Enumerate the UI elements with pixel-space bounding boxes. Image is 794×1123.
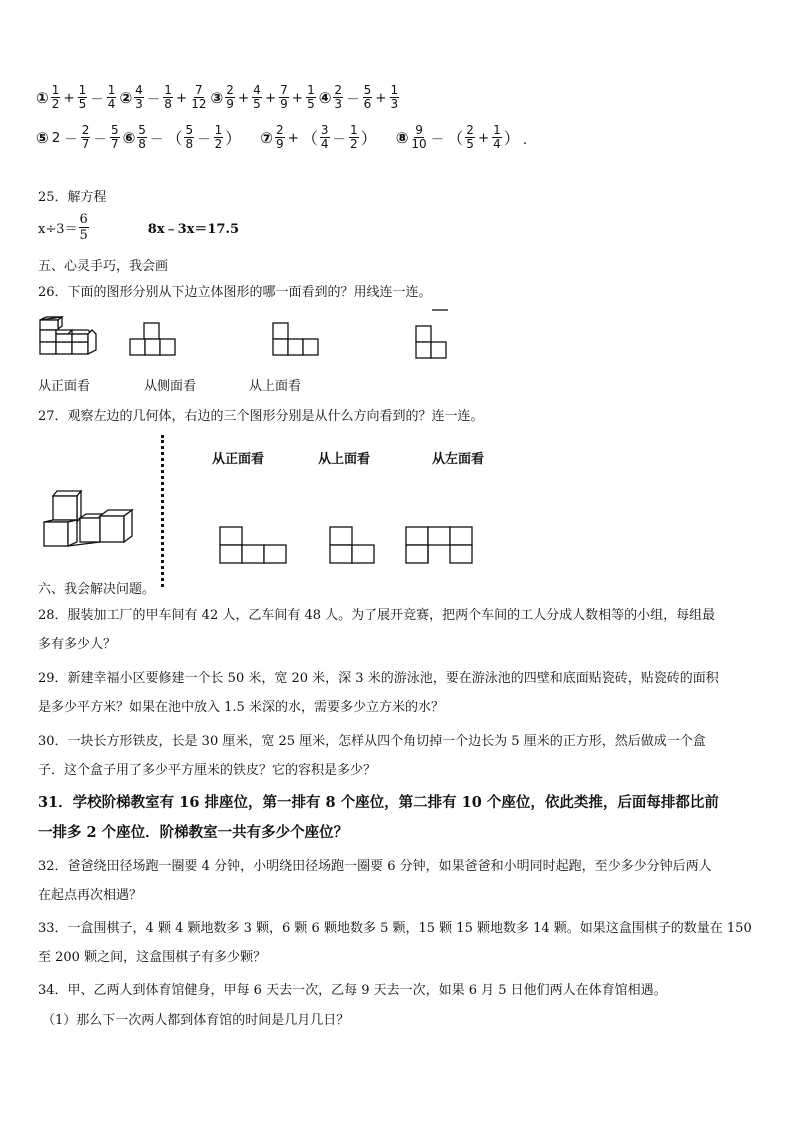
fraction	[349, 124, 359, 151]
q26-view-a	[129, 321, 179, 357]
fraction	[410, 124, 427, 151]
operator: －	[146, 91, 161, 108]
denominator: 9	[275, 137, 284, 151]
numerator: 1	[78, 83, 87, 97]
denominator: 4	[107, 97, 116, 111]
q27-view-a	[218, 526, 290, 566]
denominator: 3	[390, 97, 399, 111]
calc-expression	[119, 84, 208, 111]
operator: +	[264, 89, 277, 106]
q27-text: 27．观察左边的几何体，右边的三个图形分别是从什么方向看到的？连一连。	[38, 409, 484, 424]
denominator: 5	[466, 137, 474, 151]
fraction	[51, 84, 61, 111]
fraction	[492, 124, 502, 151]
term: 2	[51, 129, 61, 146]
operator: －	[332, 131, 347, 148]
q30-line1: 30．一块长方形铁皮，长是 30 厘米，宽 25 厘米，怎样从四个角切掉一个边长为 5 厘米的正方形，然后做成一个盒	[38, 734, 706, 749]
q29-line1: 29．新建幸福小区要修建一个长 50 米，宽 20 米，深 3 米的游泳池，要在游泳池的四壁和底面贴瓷砖，贴瓷砖的面积	[38, 671, 719, 686]
numerator: 9	[415, 123, 423, 137]
q25-eq1-fraction	[79, 212, 89, 243]
denominator: 9	[226, 97, 234, 111]
expression-number: ③	[210, 88, 224, 107]
expression-number: ④	[318, 88, 332, 107]
operator: +	[477, 129, 490, 146]
operator: +	[63, 89, 75, 106]
q28-line1: 28．服装加工厂的甲车间有 42 人，乙车间有 48 人。为了展开竞赛，把两个车间的工人分成人数相等的小组，每组最	[38, 608, 716, 623]
calc-expression	[123, 124, 243, 151]
operator: －	[149, 131, 164, 148]
q27-header-top: 从上面看	[318, 452, 371, 467]
numerator: 1	[390, 83, 399, 97]
fraction	[137, 124, 147, 151]
q26-view-c	[414, 309, 450, 361]
term: ．	[522, 131, 537, 148]
fraction	[163, 84, 173, 111]
q26-view-b	[272, 321, 322, 357]
operator: －	[430, 131, 445, 148]
numerator: 4	[135, 83, 143, 97]
q26-solid-figure	[38, 316, 100, 356]
q27-solid-figure	[40, 490, 142, 552]
q31-line2: 一排多 2 个座位．阶梯教室一共有多少个座位？	[38, 824, 349, 841]
fraction	[333, 84, 343, 111]
denominator: 8	[164, 97, 172, 111]
numerator: 1	[493, 123, 501, 137]
q25-equations	[38, 212, 239, 243]
operator: +	[237, 89, 250, 106]
q30-line2: 子．这个盒子用了多少平方厘米的铁皮？它的容积是多少？	[38, 763, 377, 778]
numerator: 1	[350, 123, 358, 137]
denominator: 4	[320, 137, 329, 151]
operator: +	[291, 89, 304, 106]
section-5-title: 五、心灵手巧，我会画	[38, 259, 169, 274]
fraction	[107, 84, 117, 111]
numerator: 3	[320, 123, 329, 137]
expression-number: ⑤	[36, 128, 49, 147]
q26-label-front: 从正面看	[38, 379, 91, 394]
numerator: 2	[81, 123, 90, 137]
fraction	[110, 124, 120, 151]
numerator: 5	[138, 123, 146, 137]
denominator: 5	[78, 97, 87, 111]
parenthesis: （	[166, 129, 183, 148]
fraction	[363, 84, 373, 111]
q27-view-c	[404, 526, 476, 566]
denominator: 5	[307, 97, 315, 111]
operator: －	[64, 131, 78, 148]
numerator: 7	[280, 83, 288, 97]
q25-eq1-num: 6	[79, 212, 88, 227]
fraction	[275, 124, 285, 151]
expression-number: ⑥	[122, 128, 136, 147]
fraction	[81, 124, 91, 151]
numerator: 2	[334, 83, 343, 97]
denominator: 2	[51, 97, 60, 111]
denominator: 8	[138, 137, 146, 151]
denominator: 6	[363, 97, 372, 111]
parenthesis: ）	[360, 129, 377, 148]
operator: －	[346, 91, 360, 108]
operator: +	[375, 89, 387, 106]
fraction	[134, 84, 144, 111]
numerator: 4	[253, 83, 261, 97]
denominator: 3	[334, 97, 343, 111]
q33-line1: 33．一盒围棋子，4 颗 4 颗地数多 3 颗，6 颗 6 颗地数多 5 颗，15 颗 15 颗地数多 14 颗。如果这盒围棋子的数量在 150	[38, 921, 752, 936]
fraction	[252, 84, 262, 111]
q25-eq2: 8x﹣3x＝17.5	[147, 222, 240, 237]
calc-row-1	[36, 84, 402, 111]
numerator: 2	[466, 123, 474, 137]
fraction	[78, 84, 88, 111]
calc-row-2	[36, 124, 540, 151]
parenthesis: ）	[503, 129, 520, 148]
numerator: 1	[51, 83, 60, 97]
operator: －	[197, 131, 211, 148]
q25-eq1-den: 5	[79, 228, 88, 243]
calc-expression	[260, 124, 377, 151]
parenthesis: （	[447, 129, 464, 148]
calc-expression	[36, 124, 121, 151]
numerator: 1	[307, 83, 315, 97]
q28-line2: 多有多少人？	[38, 637, 117, 652]
numerator: 2	[275, 123, 284, 137]
q26-text: 26．下面的图形分别从下边立体图形的哪一面看到的？用线连一连。	[38, 285, 432, 300]
expression-number: ⑦	[260, 128, 273, 147]
q25-title: 25．解方程	[38, 190, 107, 205]
expression-number: ⑧	[395, 128, 409, 147]
q27-header-left: 从左面看	[432, 452, 485, 467]
q33-line2: 至 200 颗之间，这盒围棋子有多少颗？	[38, 950, 267, 965]
numerator: 1	[214, 123, 223, 137]
calc-expression	[319, 84, 400, 111]
denominator: 7	[110, 137, 119, 151]
q34-sub1: （1）那么下一次两人都到体育馆的时间是几月几日？	[42, 1013, 350, 1028]
q26-label-top: 从上面看	[249, 379, 302, 394]
numerator: 5	[110, 123, 119, 137]
fraction	[190, 84, 207, 111]
operator: －	[93, 131, 107, 148]
expression-number: ①	[36, 88, 49, 107]
numerator: 1	[164, 83, 172, 97]
fraction	[214, 124, 224, 151]
q27-view-b	[328, 526, 378, 566]
operator: +	[287, 129, 299, 146]
fraction	[279, 84, 289, 111]
q27-header-front: 从正面看	[212, 452, 265, 467]
fraction	[184, 124, 194, 151]
denominator: 3	[135, 97, 143, 111]
q26-label-side: 从侧面看	[144, 379, 197, 394]
numerator: 5	[185, 123, 194, 137]
operator: －	[90, 91, 104, 108]
calc-expression	[396, 124, 539, 151]
q32-line1: 32．爸爸绕田径场跑一圈要 4 分钟，小明绕田径场跑一圈要 6 分钟，如果爸爸和小明同时起跑，至少多少分钟后两人	[38, 859, 712, 874]
fraction	[465, 124, 475, 151]
numerator: 2	[226, 83, 234, 97]
calc-expression	[211, 84, 317, 111]
parenthesis: ）	[225, 129, 242, 148]
section-6-title: 六、我会解决问题。	[38, 582, 156, 597]
denominator: 5	[253, 97, 261, 111]
q31-line1: 31．学校阶梯教室有 16 排座位，第一排有 8 个座位，第二排有 10 个座位，依此类推，后面每排都比前	[38, 794, 719, 811]
expression-number: ②	[119, 88, 133, 107]
fraction	[320, 124, 330, 151]
denominator: 8	[185, 137, 194, 151]
numerator: 5	[363, 83, 372, 97]
numerator: 1	[107, 83, 116, 97]
denominator: 4	[493, 137, 501, 151]
denominator: 10	[411, 137, 427, 151]
q27-divider	[161, 435, 164, 587]
operator: +	[175, 89, 188, 106]
fraction	[225, 84, 235, 111]
numerator: 7	[195, 83, 203, 97]
denominator: 2	[350, 137, 358, 151]
fraction	[390, 84, 400, 111]
calc-expression	[36, 84, 117, 111]
denominator: 7	[81, 137, 90, 151]
denominator: 2	[214, 137, 223, 151]
q34-line1: 34．甲、乙两人到体育馆健身，甲每 6 天去一次，乙每 9 天去一次，如果 6 月 5 日他们两人在体育馆相遇。	[38, 983, 667, 998]
q29-line2: 是多少平方米？如果在池中放入 1.5 米深的水，需要多少立方米的水？	[38, 700, 444, 715]
denominator: 9	[280, 97, 288, 111]
fraction	[306, 84, 316, 111]
q32-line2: 在起点再次相遇？	[38, 888, 143, 903]
denominator: 12	[191, 97, 207, 111]
parenthesis: （	[301, 129, 318, 148]
q25-eq1-left: x÷3＝	[38, 222, 78, 237]
